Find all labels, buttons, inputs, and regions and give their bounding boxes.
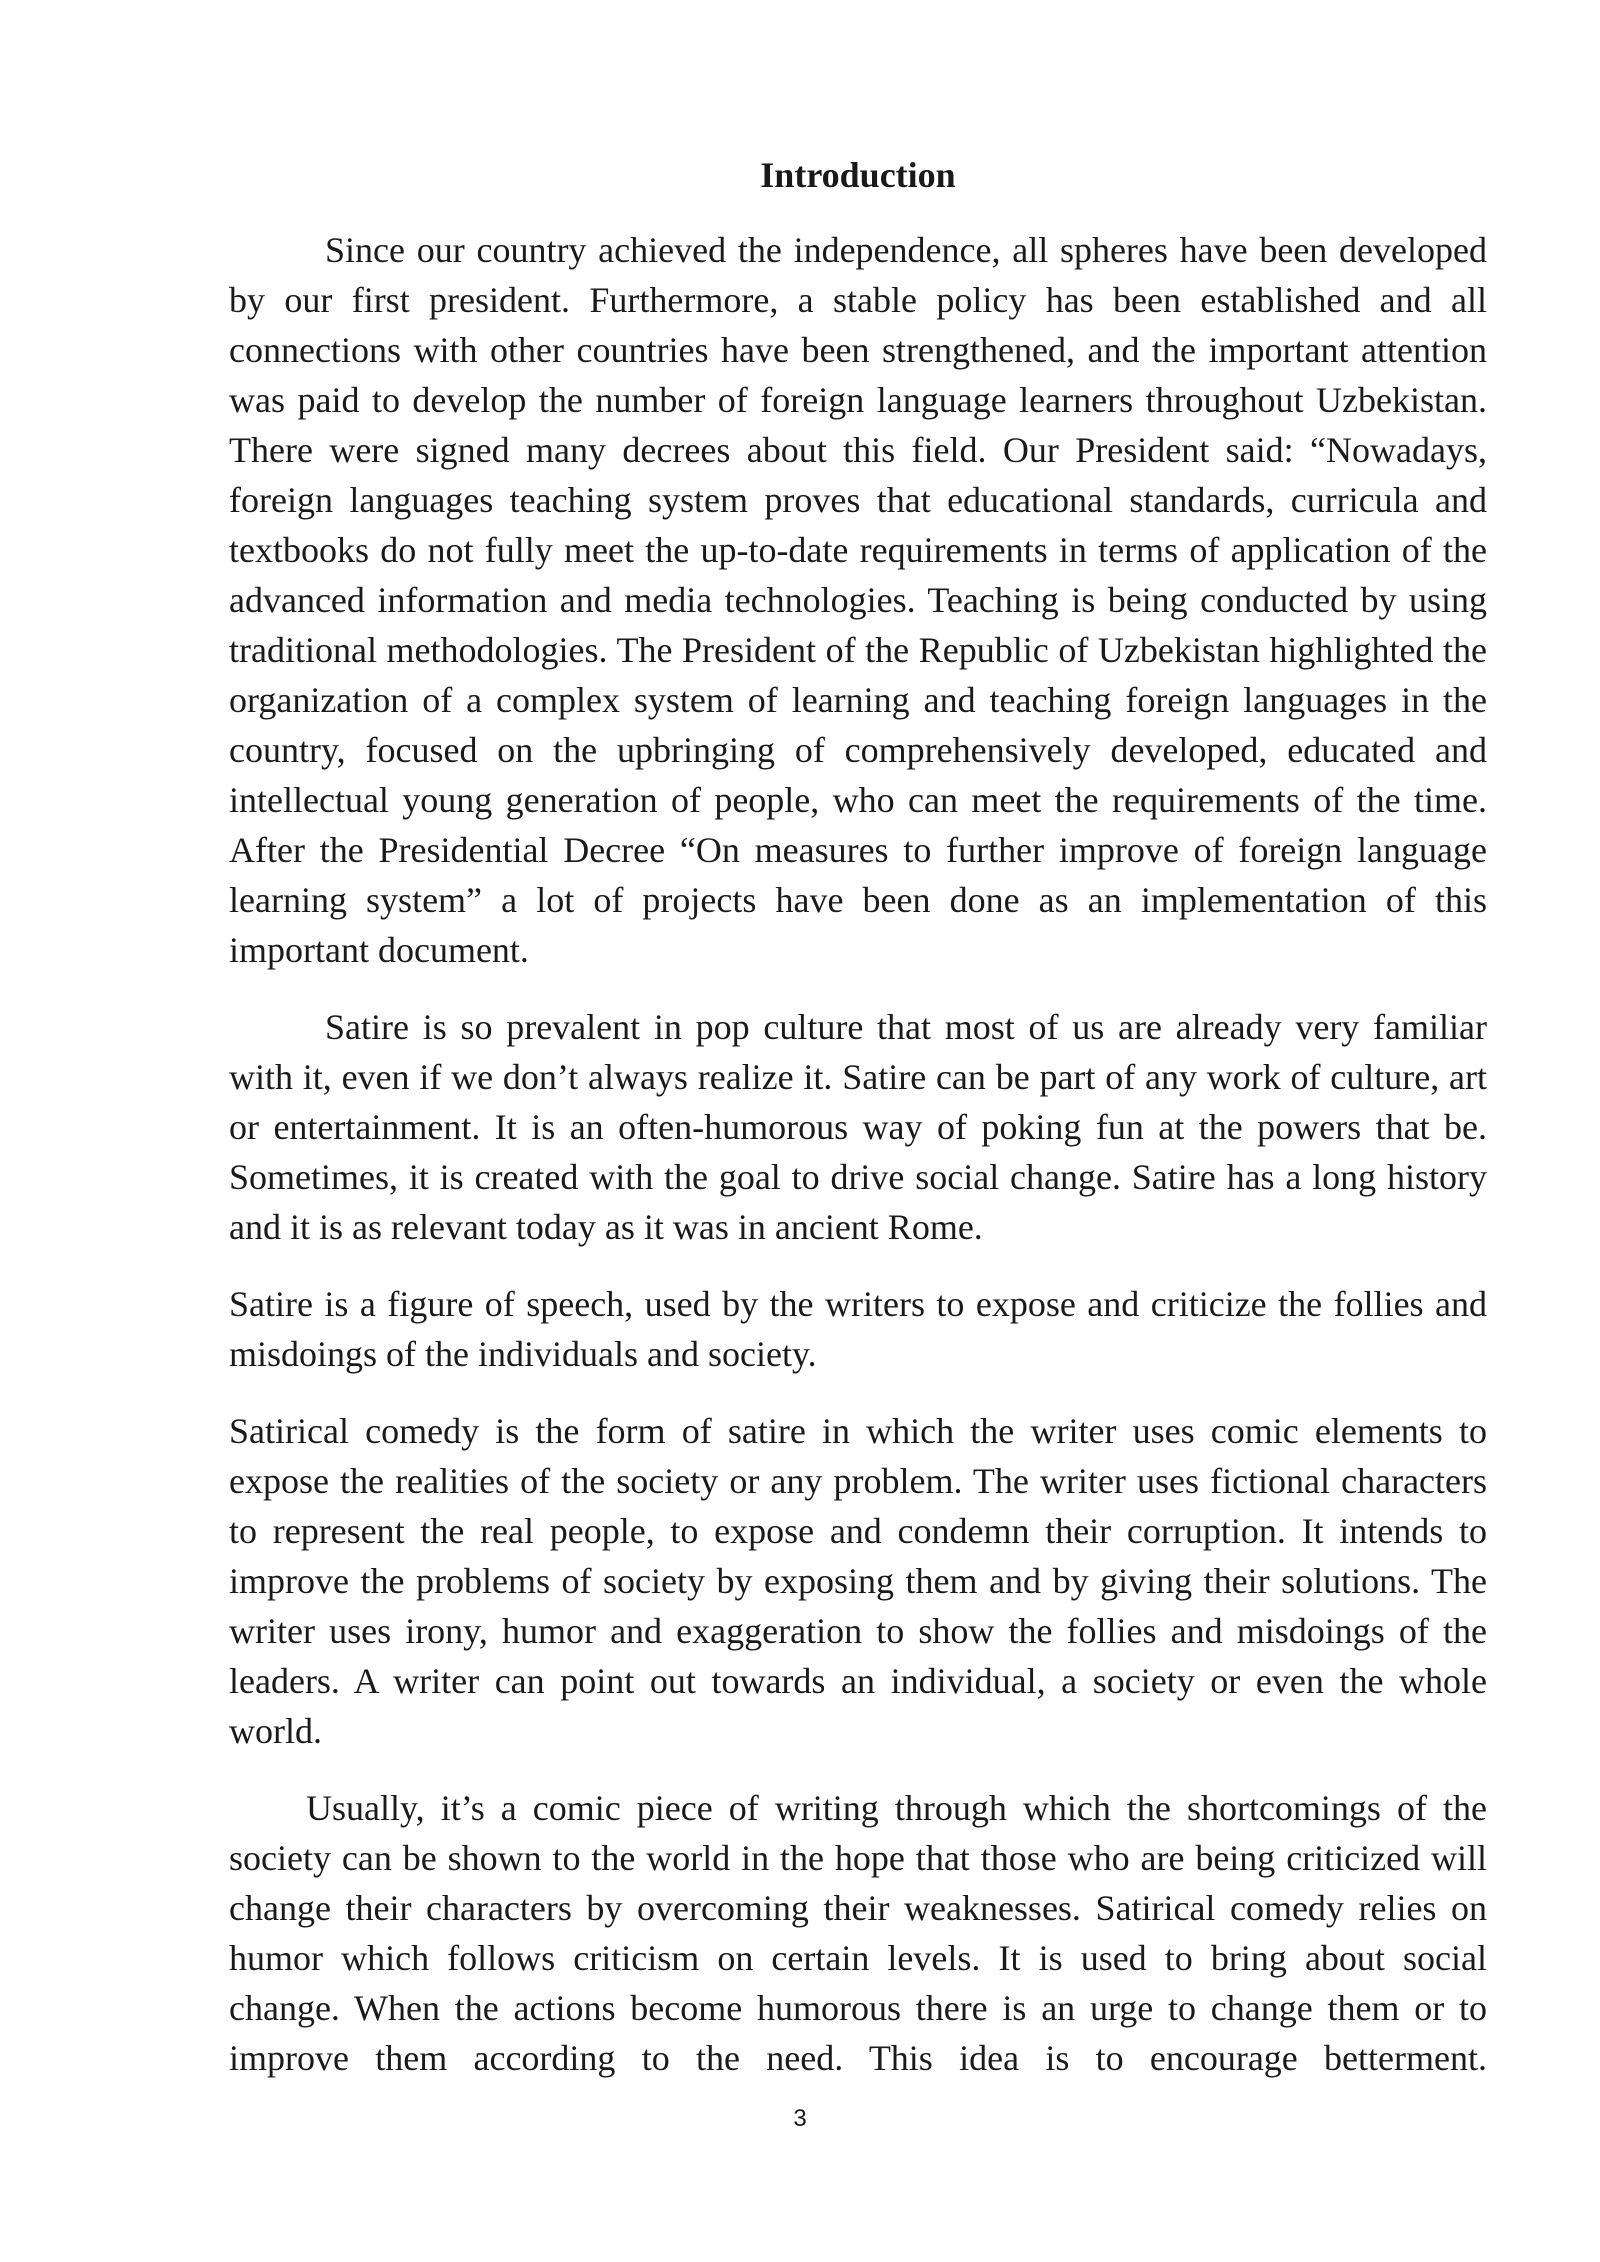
paragraph-comic-writing: Usually, it’s a comic piece of writing through which the shortcomings of the society can be shown to the world in the hope that those who are being criticized will change their characters by overcoming their weaknesses. Satirical comedy relies on humor which follows criticism on certain levels. It is used to bring about social change. When the actions become humorous there is an urge to change them or to improve them according to the need. This idea is to encourage betterment. xyxy=(229,1788,1487,2078)
paragraph-satirical-comedy: Satirical comedy is the form of satire in which the writer uses comic elements to expose the realities of the society or any problem. The writer uses fictional characters to represent the real people, to expose and condemn their corruption. It intends to improve the problems of society by exposing them and by giving their solutions. The writer uses irony, humor and exaggeration to show the follies and misdoings of the leaders. A writer can point out towards an individual, a society or even the whole world. xyxy=(229,1411,1487,1751)
paragraph-satire-pop-culture: Satire is so prevalent in pop culture that most of us are already very familiar with it, even if we don’t always realize it. Satire can be part of any work of culture, art or entertainment. It is an often-humorous way of poking fun at the powers that be. Sometimes, it is created with the goal to drive social change. Satire has a long history and it is as relevant today as it was in ancient Rome. xyxy=(229,1007,1487,1247)
body-text xyxy=(229,225,1487,2083)
page-number: 3 xyxy=(793,2105,807,2132)
page-title: Introduction xyxy=(760,155,956,195)
paragraph-independence: Since our country achieved the independence, all spheres have been developed by our first president. Furthermore, a stable policy has been established and all connections with other countries have been strengthened, and the important attention was paid to develop the number of foreign language learners throughout Uzbekistan. There were signed many decrees about this field. Our President said: “Nowadays, foreign languages teaching system proves that educational standards, curricula and textbooks do not fully meet the up-to-date requirements in terms of application of the advanced information and media technologies. Teaching is being conducted by using traditional methodologies. The President of the Republic of Uzbekistan highlighted the organization of a complex system of learning and teaching foreign languages in the country, focused on the upbringing of comprehensively developed, educated and intellectual young generation of people, who can meet the requirements of the time. After the Presidential Decree “On measures to further improve of foreign language learning system” a lot of projects have been done as an implementation of this important document. xyxy=(229,230,1487,970)
paragraph-satire-definition: Satire is a figure of speech, used by the writers to expose and criticize the follies and misdoings of the individuals and society. xyxy=(229,1284,1487,1374)
